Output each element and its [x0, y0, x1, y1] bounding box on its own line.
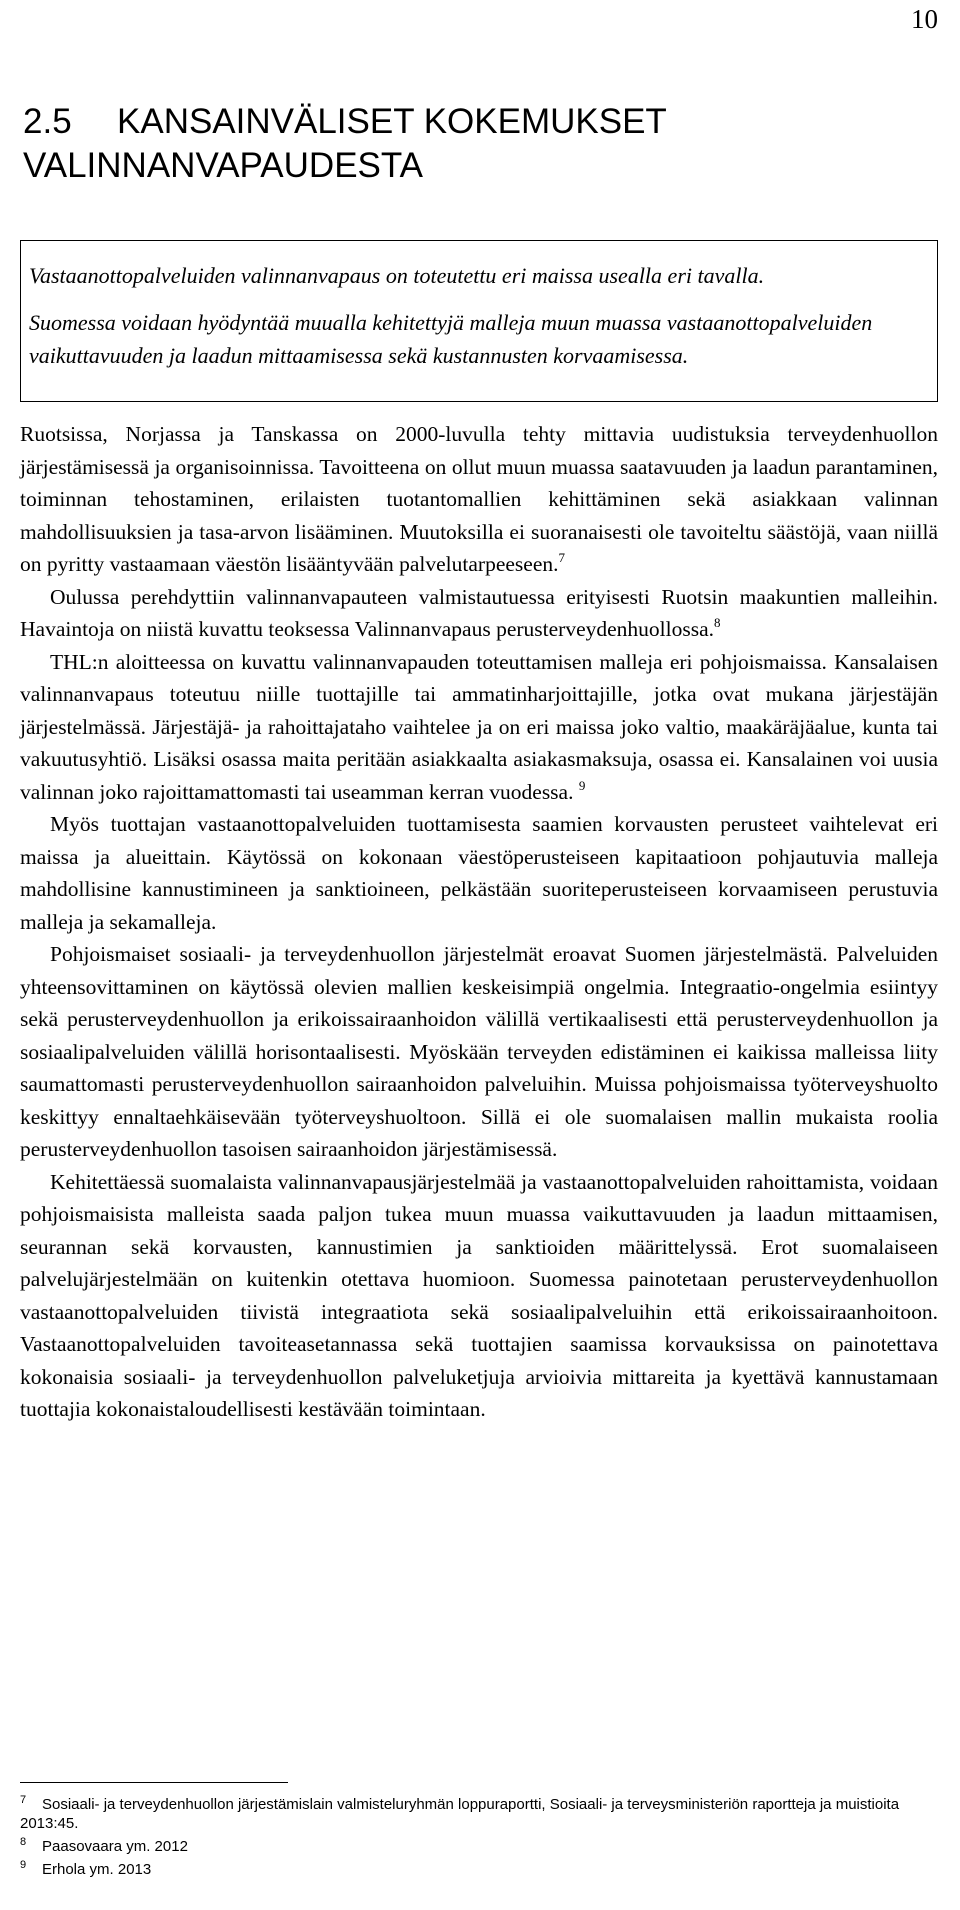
footnote-number: 8	[20, 1836, 27, 1848]
footnote	[20, 1833, 940, 1856]
summary-paragraph: Vastaanottopalveluiden valinnanvapaus on toteutettu eri maissa usealla eri tavalla.	[29, 263, 765, 288]
body-paragraph: Myös tuottajan vastaanottopalveluiden tuottamisesta saamien korvausten perusteet vaihtelevat eri maissa ja alueittain. Käytössä on kokonaan väestöperusteiseen kapitaatioon pohjautuvia malleja mahdollisine kannustimineen ja sanktioineen, pelkästään suoriteperusteiseen korvaamiseen perustuvia malleja ja sekamalleja.	[20, 812, 938, 934]
footnote-text: Paasovaara ym. 2012	[42, 1838, 188, 1855]
summary-paragraph: Suomessa voidaan hyödyntää muualla kehitettyjä malleja muun muassa vastaanottopalveluiden vaikuttavuuden ja laadun mittaamisessa sekä kustannusten korvaamisessa.	[29, 310, 873, 368]
section-heading	[23, 100, 667, 188]
footnote-ref: 8	[714, 615, 721, 630]
body-paragraph	[20, 581, 938, 646]
body-paragraph	[20, 418, 938, 581]
body-text	[20, 418, 938, 1426]
paragraph-text: Ruotsissa, Norjassa ja Tanskassa on 2000-luvulla tehty mittavia uudistuksia terveydenhuollon järjestämisessä ja organisoinnissa. Tavoitteena on ollut muun muassa saatavuuden ja laadun parantaminen, toiminnan tehostaminen, erilaisten tuotantomallien kehittäminen sekä asiakkaan valinnan mahdollisuuksien ja tasa-arvon lisääminen. Muutoksilla ei suoranaisesti ole tavoiteltu säästöjä, vaan niillä on pyritty vastaamaan väestön lisääntyvään palvelutarpeeseen.	[20, 422, 938, 576]
footnote	[20, 1856, 940, 1879]
body-paragraph	[20, 646, 938, 809]
footnotes	[20, 1791, 940, 1879]
body-paragraph: Kehitettäessä suomalaista valinnanvapausjärjestelmää ja vastaanottopalveluiden rahoittamista, voidaan pohjoismaisista malleista saada paljon tukea muun muassa vaikuttavuuden ja laadun mittaamisen, seurannan sekä korvausten, kannustimien ja sanktioiden määrittelyssä. Erot suomalaiseen palvelujärjestelmään on kuitenkin otettava huomioon. Suomessa painotetaan perusterveydenhuollon vastaanottopalveluiden tiivistä integraatiota sekä sosiaalipalveluihin että erikoissairaanhoitoon. Vastaanottopalveluiden tavoiteasetannassa sekä tuottajien saamissa korvauksissa on painotettava kokonaisia sosiaali- ja terveydenhuollon palveluketjuja arvioivia mittareita ja kyettävä kannustamaan tuottajia kokonaistaloudellisesti kestävään toimintaan.	[20, 1169, 938, 1421]
footnote-number: 7	[20, 1794, 27, 1806]
footnote-text: Sosiaali- ja terveydenhuollon järjestämislain valmisteluryhmän loppuraportti, Sosiaali- ja terveysministeriön raportteja ja muistioita 2013:45.	[20, 1796, 900, 1832]
section-title-line1: KANSAINVÄLISET KOKEMUKSET	[117, 102, 667, 141]
body-paragraph: Pohjoismaiset sosiaali- ja terveydenhuollon järjestelmät eroavat Suomen järjestelmästä. Palveluiden yhteensovittaminen on käytössä olevien mallien keskeisimpiä ongelmia. Integraatio-ongelmia esiintyy sekä perusterveydenhuollon ja erikoissairaanhoidon välillä vertikaalisesti että perusterveydenhuollon ja sosiaalipalveluiden välillä horisontaalisesti. Myöskään terveyden edistäminen ei kaikissa malleissa liity saumattomasti perusterveydenhuollon sairaanhoidon palveluihin. Muissa pohjoismaissa työterveyshuolto keskittyy ennaltaehkäisevään työterveyshuoltoon. Sillä ei ole suomalaisen mallin mukaista roolia perusterveydenhuollon tasoisen sairaanhoidon järjestämisessä.	[20, 942, 938, 1161]
section-number: 2.5	[23, 102, 72, 141]
page-number: 10	[911, 4, 938, 34]
footnote-text: Erhola ym. 2013	[42, 1861, 152, 1878]
footnote-number: 9	[20, 1859, 27, 1871]
paragraph-text: Oulussa perehdyttiin valinnanvapauteen valmistautuessa erityisesti Ruotsin maakuntien malleihin. Havaintoja on niistä kuvattu teoksessa Valinnanvapaus perusterveydenhuollossa.	[20, 584, 938, 641]
section-title-line2: VALINNANVAPAUDESTA	[23, 146, 424, 185]
paragraph-text: THL:n aloitteessa on kuvattu valinnanvapauden toteuttamisen malleja eri pohjoismaissa. Kansalaisen valinnanvapaus toteutuu niille tuottajille tai ammatinharjoittajille, jotka ovat mukana järjestäjän järjestelmässä. Järjestäjä- ja rahoittajataho vaihtelee ja on eri maissa joko valtio, maakäräjäalue, kunta tai vakuutusyhtiö. Lisäksi osassa maita peritään asiakkaalta asiakasmaksuja, osassa ei. Kansalainen voi uusia valinnan joko rajoittamattomasti tai useamman kerran vuodessa.	[20, 649, 938, 804]
footnote	[20, 1791, 940, 1833]
footnote-separator	[20, 1782, 288, 1783]
footnote-ref: 7	[558, 550, 565, 565]
footnote-ref: 9	[578, 777, 586, 793]
summary-box	[20, 240, 938, 402]
